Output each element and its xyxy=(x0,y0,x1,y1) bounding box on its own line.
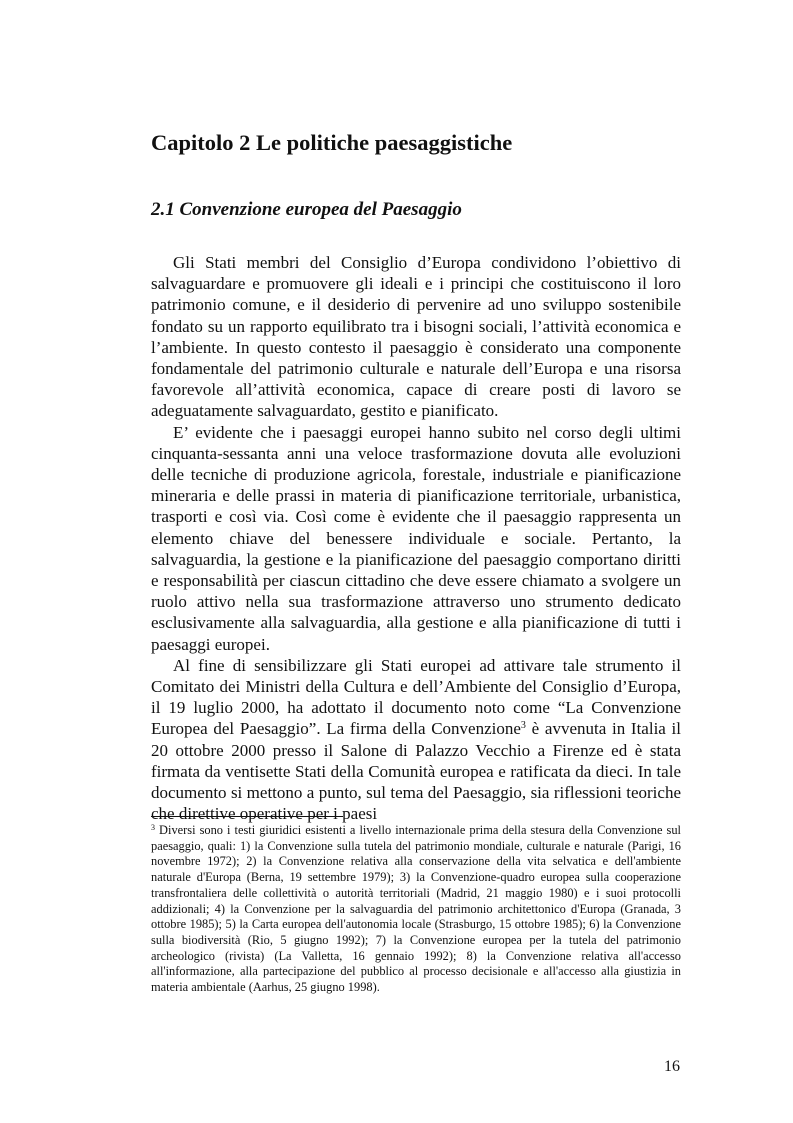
chapter-title: Capitolo 2 Le politiche paesaggistiche xyxy=(151,130,513,155)
paragraph-2: E’ evidente che i paesaggi europei hanno subito nel corso degli ultimi cinquanta-sessanta anni una veloce trasformazione dovuta alle evoluzioni delle tecniche di produzione agricola, forestale, industriale e pianificazione mineraria e delle prassi in materia di pianificazione territoriale, urbanistica, trasporti e così via. Così come è evidente che il paesaggio rappresenta un elemento chiave del benessere individuale e sociale. Pertanto, la salvaguardia, la gestione e la pianificazione del paesaggio comportano diritti e responsabilità per ciascun cittadino che deve essere chiamato a svolgere un ruolo attivo nella sua trasformazione attraverso uno strumento dedicato esclusivamente alla salvaguardia, alla gestione e alla pianificazione di tutti i paesaggi europei. xyxy=(151,422,681,654)
paragraph-3 xyxy=(151,655,681,825)
body-text xyxy=(151,252,681,824)
footnote-reference: 3 xyxy=(520,720,526,732)
footnote-separator xyxy=(151,816,343,817)
paragraph-1: Gli Stati membri del Consiglio d’Europa condividono l’obiettivo di salvaguardare e promuovere gli ideali e i principi che costituiscono il loro patrimonio comune, e il desiderio di pervenire ad uno sviluppo sostenibile fondato su un rapporto equilibrato tra i bisogni sociali, l’attività economica e l’ambiente. In questo contesto il paesaggio è considerato una componente fondamentale del patrimonio culturale e naturale dell’Europa e una risorsa favorevole all’attività economica, capace di creare posti di lavoro se adeguatamente salvaguardato, gestito e pianificato. xyxy=(151,253,681,421)
footnote-text: Diversi sono i testi giuridici esistenti a livello internazionale prima della stesura della Convenzione sul paesaggio, quali: 1) la Convenzione sulla tutela del patrimonio mondiale, culturale e naturale (Parigi, 16 novembre 1972); 2) la Convenzione relativa alla conservazione della vita selvatica e dell'ambiente naturale d'Europa (Berna, 19 settembre 1979); 3) la Convenzione-quadro europea sulla cooperazione transfrontaliera delle collettività o autorità territoriali (Madrid, 21 maggio 1980) e i suoi protocolli addizionali; 4) la Convenzione per la salvaguardia del patrimonio architettonico d'Europa (Granada, 3 ottobre 1985); 5) la Carta europea dell'autonomia locale (Strasburgo, 15 ottobre 1985); 6) la Convenzione sulla biodiversità (Rio, 5 giugno 1992); 7) la Convenzione europea per la tutela del patrimonio archeologico (rivista) (La Valletta, 16 gennaio 1992); 8) la Convenzione relativa all'accesso all'informazione, alla partecipazione del pubblico al processo decisionale e all'accesso alla giustizia in materia ambientale (Aarhus, 25 giugno 1998). xyxy=(151,823,681,995)
footnote-marker: 3 xyxy=(151,823,155,832)
page-number: 16 xyxy=(664,1058,680,1075)
paragraph-3-text-after: è avvenuta in Italia il 20 ottobre 2000 presso il Salone di Palazzo Vecchio a Firenze ed è stata firmata da ventisette Stati della Comunità europea e ratificata da dieci. In tale documento si mettono a punto, sul tema del Paesaggio, sia riflessioni teoriche che direttive operative per i paesi xyxy=(151,719,682,824)
footnote xyxy=(151,823,681,996)
section-title: 2.1 Convenzione europea del Paesaggio xyxy=(151,199,462,220)
paragraph-3-text-before: Al fine di sensibilizzare gli Stati europei ad attivare tale strumento il Comitato dei Ministri della Cultura e dell’Ambiente del Consiglio d’Europa, il 19 luglio 2000, ha adottato il documento noto come “La Convenzione Europea del Paesaggio”. La firma della Convenzione xyxy=(151,655,681,739)
